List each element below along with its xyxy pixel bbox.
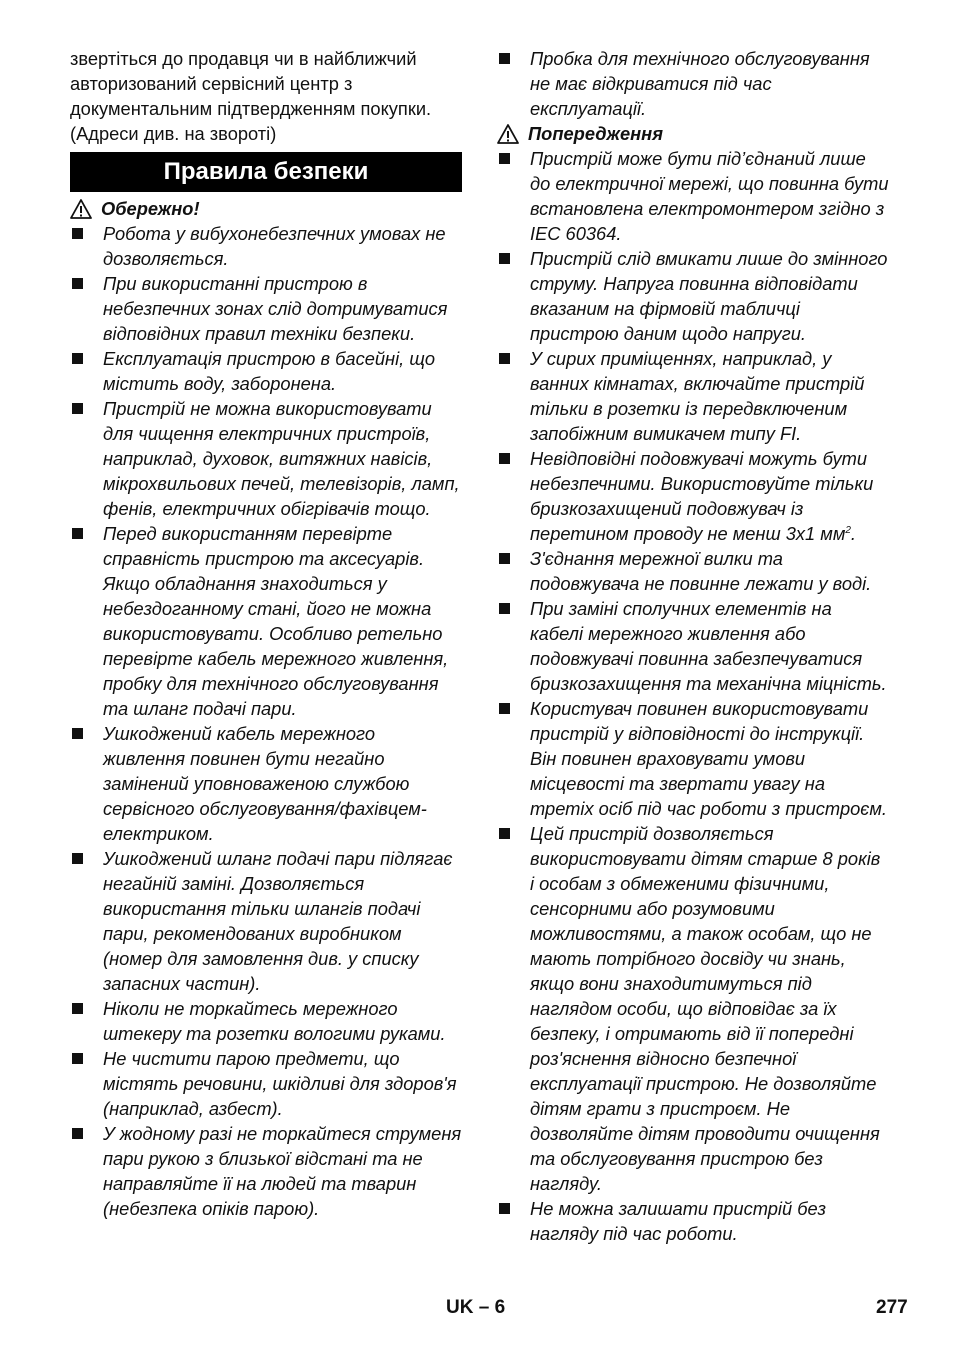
list-item: Пробка для технічного обслуговування не має відкриватися під час експлуатації. — [497, 46, 889, 121]
list-item-extension-cable — [497, 446, 889, 546]
list-item: У сирих приміщеннях, наприклад, у ванних кімнатах, включайте пристрій тільки в розетки із передвключеним запобіжним вимикачем типу FI. — [497, 346, 889, 446]
list-item: Пристрій не можна використовувати для чищення електричних пристроїв, наприклад, духовок, витяжних навісів, мікрохвильових печей, телевізорів, ламп, фенів, електричних обігрівачів тощо. — [70, 396, 462, 521]
right-column — [497, 46, 889, 1246]
list-item: Експлуатація пристрою в басейні, що містить воду, заборонена. — [70, 346, 462, 396]
list-item: Не можна залишати пристрій без нагляду під час роботи. — [497, 1196, 889, 1246]
caution-heading — [70, 196, 462, 221]
warning-triangle-icon — [497, 123, 519, 145]
list-item: Користувач повинен використовувати пристрій у відповідності до інструкції. Він повинен враховувати умови місцевості та звертати увагу на третіх осіб під час роботи з пристроєм. — [497, 696, 889, 821]
intro-paragraph: звертіться до продавця чи в найближчий авторизований сервісний центр з документальним підтвердженням покупки. (Адреси див. на звороті) — [70, 48, 432, 144]
footer-page-number: 277 — [876, 1297, 908, 1318]
caution-label: Обережно! — [101, 198, 200, 219]
list-item: Ніколи не торкайтесь мережного штекеру та розетки вологими руками. — [70, 996, 462, 1046]
caution-list — [70, 221, 462, 1221]
left-column — [70, 46, 462, 1221]
warning-label: Попередження — [528, 123, 663, 144]
list-item: З'єднання мережної вилки та подовжувача не повинне лежати у воді. — [497, 546, 889, 596]
list-item: Пристрій слід вмикати лише до змінного струму. Напруга повинна відповідати вказаним на фірмовій табличці пристрою даним щодо напруги. — [497, 246, 889, 346]
list-item: Ушкоджений шланг подачі пари підлягає негайній заміні. Дозволяється використання тільки шлангів подачі пари, рекомендованих виробником (номер для замовлення див. у списку запасних частин). — [70, 846, 462, 996]
list-item: При заміні сполучних елементів на кабелі мережного живлення або подовжувачі повинна забезпечуватися бризкозахищення та механічна міцність. — [497, 596, 889, 696]
list-item: Перед використанням перевірте справність пристрою та аксесуарів. Якщо обладнання знаходиться у небездоганному стані, його не можна використовувати. Особливо ретельно перевірте кабель мережного живлення, пробку для технічного обслуговування та шланг подачі пари. — [70, 521, 462, 721]
warning-triangle-icon — [70, 198, 92, 220]
section-heading: Правила безпеки — [70, 152, 462, 192]
cable-item-end: . — [850, 523, 857, 544]
continued-list — [497, 46, 889, 121]
warning-list — [497, 146, 889, 1246]
list-item: Цей пристрій дозволяється використовувати дітям старше 8 років і особам з обмеженими фізичними, сенсорними або розумовими можливостями, а також особам, що не мають потрібного досвіду чи знань, якщо вони знаходитимуться під наглядом особи, що відповідає за їх безпеку, і отримають від її попередні роз'яснення відносно безпечної експлуатації пристрою. Не дозволяйте дітям грати з пристроєм. Не дозволяйте дітям проводити очищення та обслуговування пристрою без нагляду. — [497, 821, 889, 1196]
list-item: Ушкоджений кабель мережного живлення повинен бути негайно замінений уповноваженою службою сервісного обслуговування/фахівцем-електриком. — [70, 721, 462, 846]
cable-item-text: Невідповідні подовжувачі можуть бути небезпечними. Використовуйте тільки бризкозахищений подовжувач із перетином проводу не менш 3x1 мм — [530, 448, 874, 544]
cable-item-superscript: 2 — [845, 524, 851, 536]
list-item: Робота у вибухонебезпечних умовах не дозволяється. — [70, 221, 462, 271]
list-item: У жодному разі не торкайтеся струменя пари рукою з близької відстані та не направляйте її на людей та тварин (небезпека опіків парою). — [70, 1121, 462, 1221]
list-item: При використанні пристрою в небезпечних зонах слід дотримуватися відповідних правил техніки безпеки. — [70, 271, 462, 346]
footer-section-page: UK – 6 — [446, 1297, 506, 1318]
warning-heading — [497, 121, 889, 146]
list-item: Пристрій може бути під’єднаний лише до електричної мережі, що повинна бути встановлена електромонтером згідно з IEC 60364. — [497, 146, 889, 246]
list-item: Не чистити парою предмети, що містять речовини, шкідливі для здоров'я (наприклад, азбест). — [70, 1046, 462, 1121]
